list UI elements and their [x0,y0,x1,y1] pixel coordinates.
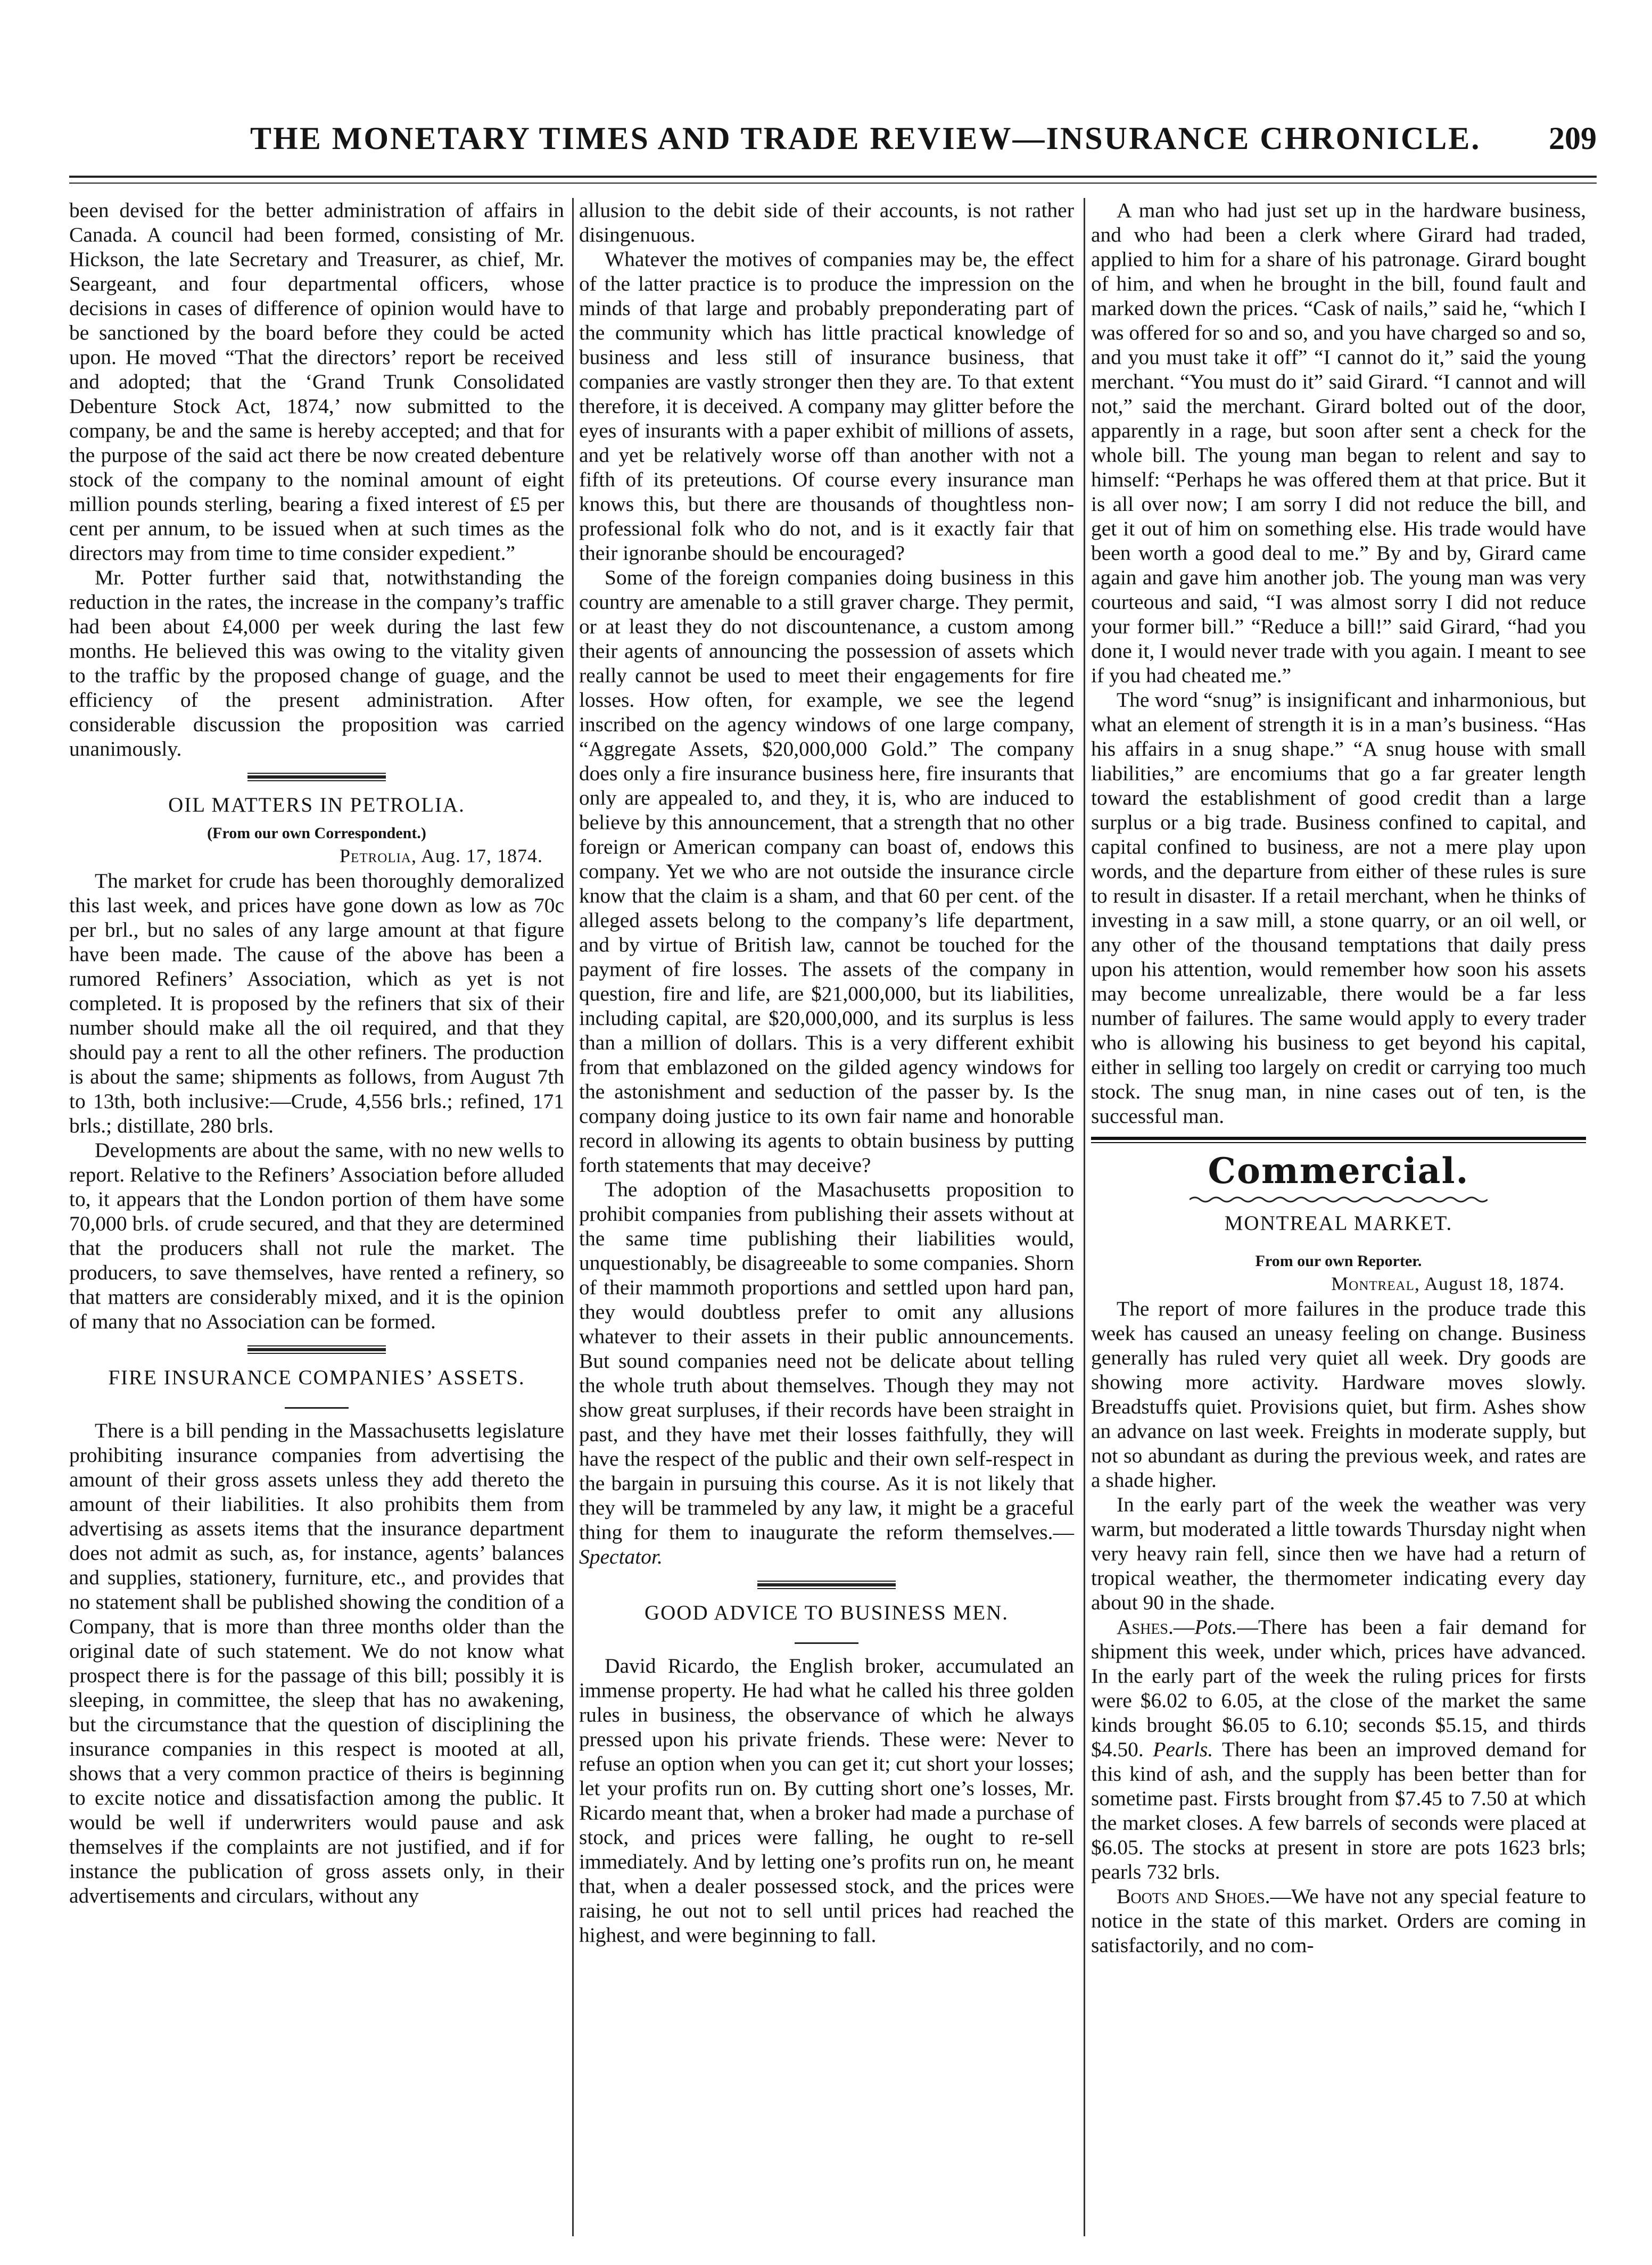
dateline [1091,1272,1586,1295]
column-1 [69,198,564,1908]
paragraph-text: The adoption of the Masachusetts proposition to prohibit companies from publishing their assets without at the same time publishing their liabilities would, unquestionably, be disagreeable to some companies. Shorn of their mammoth proportions and settled upon hard pan, they would doubtless prefer to omit any allusions whatever to their assets in their public announcements. But sound companies need not be delicate about telling the whole truth about themselves. Though they may not show great surpluses, if their records have been straight in past, and they have met their losses faithfully, they will have the respect of the public and their own self-respect in the bargain in pursuing this course. As it is not likely that they will be trammeled by any law, it might be a graceful thing for them to inaugurate the reform themselves.— [579,1178,1074,1544]
section-commercial [1091,1148,1586,1957]
article-paragraph: allusion to the debit side of their accounts, is not rather disingenuous. [579,199,1074,246]
column-rule [1084,198,1085,2236]
byline: From our own Reporter. [1255,1252,1422,1270]
column-2 [579,198,1074,1947]
section-separator [757,1581,896,1589]
article-paragraph: The market for crude has been thoroughly demoralized this last week, and prices have gone down as low as 70c per brl., but no sales of any large amount at that figure have been made. The cause of the above has been a rumored Refiners’ Association, which as yet is not completed. It is proposed by the refiners that six of their number should make all the oil required, and that they should pay a rent to all the other refiners. The production is about the same; shipments as follows, from August 7th to 13th, both inclusive:—Crude, 4,556 brls.; refined, 171 brls.; distillate, 280 brls. [69,869,564,1137]
article-paragraph: Developments are about the same, with no new wells to report. Relative to the Refiners’ Association before alluded to, it appears that the London portion of them have some 70,000 brls. of crude secured, and that they are determined that the producers shall not rule the market. The producers, to save themselves, have rented a refinery, so that matters are considerably mixed, and it is the opinion of many that no Association can be formed. [69,1138,564,1333]
column-3 [1091,198,1586,1957]
article-paragraph [1091,1884,1586,1957]
paragraph-text: —We have not any special feature to notice in the state of this market. Orders are coming in satisfactorily, and no com- [1091,1884,1586,1957]
article-paragraph: A man who had just set up in the hardware business, and who had been a clerk where Girard had traded, applied to him for a share of his patronage. Girard bought of him, and when he brought in the bill, found fault and marked down the prices. “Cask of nails,” said he, “which I was offered for so and so, and you have charged so and so, and you must take it off” “I cannot do it,” said the young merchant. “You must do it” said Girard. “I cannot and will not,” said the merchant. Girard bolted out of the door, apparently in a rage, but soon after sent a check for the whole bill. The young man began to relent and say to himself: “Perhaps he was offered them at that price. But it is all over now; I am sorry I did not reduce the bill, and get it out of him on something else. His trade would have been worth a good deal to me.” By and by, Girard came again and gave him another job. The young man was very courteous and said, “I was almost sorry I did not reduce your former bill.” “Reduce a bill!” said Girard, “had you done it, I would never trade with you again. I meant to see if you had cheated me.” [1091,199,1586,687]
byline: (From our own Correspondent.) [207,824,426,842]
dateline-place: Petrolia, [340,845,417,866]
spacer [1091,1238,1586,1247]
paragraph-text: There has been an improved demand for this kind of ash, and the supply has been better than for sometime past. Firsts brought from $7.45 to 7.50 at which the market closes. A few barrels of seconds were placed at $6.05. The stocks at present in store are pots 1623 brls; pearls 732 brls. [1091,1738,1586,1883]
section-separator [1091,1137,1586,1143]
subsection-heading: MONTREAL MARKET. [1224,1212,1453,1235]
article-fire-insurance [69,1363,564,1908]
header-rule-thin [69,183,1597,184]
heading-rule [285,1407,349,1409]
market-label: Boots and Shoes. [1117,1884,1270,1908]
article-paragraph: The report of more failures in the produce trade this week has caused an uneasy feeling on change. Business generally has ruled very quiet all week. Dry goods are showing more activity. Hardware moves slowly. Breadstuffs quiet. Provisions quiet, but firm. Ashes show an advance on last week. Freights in moderate supply, but not so abundant as during the previous week, and rates are a shade higher. [1091,1297,1586,1492]
market-sublabel: Pots. [1194,1615,1237,1639]
article-paragraph [579,1177,1074,1569]
article-good-advice [579,1599,1074,1947]
source-credit: Spectator. [579,1545,663,1568]
article-paragraph: Mr. Potter further said that, notwithstanding the reduction in the rates, the increase in the company’s traffic had been about £4,000 per week during the last few months. He believed this was owing to the vitality given to the traffic by the proposed change of guage, and the efficiency of the present administration. After considerable discussion the proposition was carried unanimously. [69,566,564,760]
column-rule [572,198,574,2236]
section-heading: Commercial. [1208,1150,1469,1192]
dateline-date: August 18, 1874. [1419,1273,1565,1294]
article-paragraph: In the early part of the week the weather was very warm, but moderated a little towards Thursday night when very heavy rain fell, since then we have had a return of tropical weather, the thermometer indicating every day about 90 in the shade. [1091,1493,1586,1614]
article-paragraph: Some of the foreign companies doing business in this country are amenable to a still graver charge. They permit, or at least they do not discountenance, a custom among their agents of announcing the possession of assets which really cannot be used to meet their engagements for fire losses. How often, for example, we see the legend inscribed on the agency windows of one large company, “Aggregate Assets, $20,000,000 Gold.” The company does only a fire insurance business here, fire insurants that only are appealed to, and they, it is, who are induced to believe by this announcement, that a strength that no other foreign or American company can boast of, endows this company. Yet we who are not outside the insurance circle know that the claim is a sham, and that 60 per cent. of the alleged assets belong to the company’s life department, and by virtue of British law, cannot be touched for the payment of fire losses. The assets of the company in question, fire and life, are $21,000,000, but its liabilities, including capital, are $20,000,000, and its surplus is less than a million of dollars. This is a very different exhibit from that emblazoned on the gilded agency windows for the astonishment and seduction of the passer by. Is the company doing justice to its own fair name and honorable record in allowing its agents to obtain business by putting forth statements that may deceive? [579,566,1074,1177]
article-paragraph: David Ricardo, the English broker, accumulated an immense property. He had what he called his three golden rules in business, the observance of which he always pressed upon his private friends. These were: Never to refuse an option when you can get it; cut short your losses; let your profits run on. By cutting short one’s losses, Mr. Ricardo meant that, when a broker had made a purchase of stock, and prices were falling, he ought to re-sell immediately. And by letting one’s profits run on, he meant that, when a dealer possessed stock, and the prices were raising, he out not to sell until prices had reached the highest, and were beginning to fall. [579,1654,1074,1947]
article-paragraph: been devised for the better administration of affairs in Canada. A council had been formed, consisting of Mr. Hickson, the late Secretary and Treasurer, as chief, Mr. Seargeant, and four departmental officers, whose decisions in cases of difference of opinion would have to be sanctioned by the board before they could be acted upon. He moved “That the directors’ report be received and adopted; that the ‘Grand Trunk Consolidated Debenture Stock Act, 1874,’ now submitted to the company, be and the same is hereby accepted; and that for the purpose of the said act there be now created debenture stock of the company to the nominal amount of eight million pounds sterling, bearing a fixed interest of £5 per cent per annum, to be issued when at such times as the directors may from time to time consider expedient.” [69,199,564,565]
heading-rule [795,1642,858,1644]
running-title: THE MONETARY TIMES AND TRADE REVIEW—INSURANCE CHRONICLE. [250,121,1481,156]
article-paragraph [1091,1615,1586,1884]
article-oil-matters [69,791,564,1334]
market-label: Ashes.— [1117,1615,1195,1639]
paragraph-text: —There has been a fair demand for shipment this week, under which, prices have advanced. In the early part of the week the ruling prices for firsts were $6.02 to 6.05, at the close of the market the same kinds brought $6.05 to 6.10; seconds $5.15, and thirds $4.50. [1091,1615,1586,1761]
article-heading: FIRE INSURANCE COMPANIES’ ASSETS. [108,1366,525,1389]
wavy-rule [1190,1195,1488,1204]
article-heading: OIL MATTERS IN PETROLIA. [168,793,465,816]
article-paragraph: The word “snug” is insignificant and inharmonious, but what an element of strength it is in a man’s business. “Has his affairs in a snug shape.” “A snug house with small liabilities,” are encomiums that go a far greater length toward the establishment of good credit than a large surplus or a big trade. Business confined to capital, and capital confined to business, are not a mere play upon words, and the departure from either of these rules is sure to result in disaster. If a retail merchant, when he thinks of investing in a saw mill, a stone quarry, or an oil well, or any other of the thousand temptations that daily press upon his attention, would remember how soon his assets may become unrealizable, there would be a far less number of failures. The same would apply to every trader who is allowing his business to get beyond his capital, either in selling too largely on credit or carrying too much stock. The snug man, in nine cases out of ten, is the successful man. [1091,688,1586,1128]
dateline [69,844,564,867]
section-separator [247,1345,386,1354]
article-heading: GOOD ADVICE TO BUSINESS MEN. [644,1601,1009,1624]
article-paragraph: There is a bill pending in the Massachusetts legislature prohibiting insurance companies from advertising the amount of their gross assets unless they add thereto the amount of their liabilities. It also prohibits them from advertising as assets items that the insurance department does not admit as such, as, for instance, agents’ balances and supplies, stationery, furniture, etc., and provides that no statement shall be published showing the condition of a Company, that is more than three months older than the original date of such statement. We do not know what prospect there is for the passage of this bill; possibly it is sleeping, in committee, the sleep that has no awakening, but the circumstance that the question of disciplining the insurance companies in this respect is mooted at all, shows that a very common practice of theirs is beginning to excite notice and dissatisfaction among the public. It would be well if underwriters would pause and ask themselves if the complaints are not justified, and if for instance the publication of gross assets only, in their advertisements and circulars, without any [69,1419,564,1907]
masthead [69,112,1597,165]
market-sublabel: Pearls. [1153,1738,1213,1761]
header-rule [69,176,1597,178]
page-number: 209 [1549,121,1597,156]
article-paragraph: Whatever the motives of companies may be, the effect of the latter practice is to produce the impression on the minds of that large and probably preponderating part of the community which has little practical knowledge of business and less still of insurance business, that companies are vastly stronger then they are. To that extent therefore, it is deceived. A company may glitter before the eyes of insurants with a paper exhibit of millions of assets, and yet be relatively worse off than another with not a fifth of its preteutions. Of course every insurance man knows this, but there are thousands of thoughtless non-professional folk who do not, and is it exactly fair that their ignoranbe should be encouraged? [579,247,1074,565]
dateline-place: Montreal, [1331,1273,1420,1294]
section-separator [247,773,386,781]
dateline-date: Aug. 17, 1874. [416,845,543,866]
